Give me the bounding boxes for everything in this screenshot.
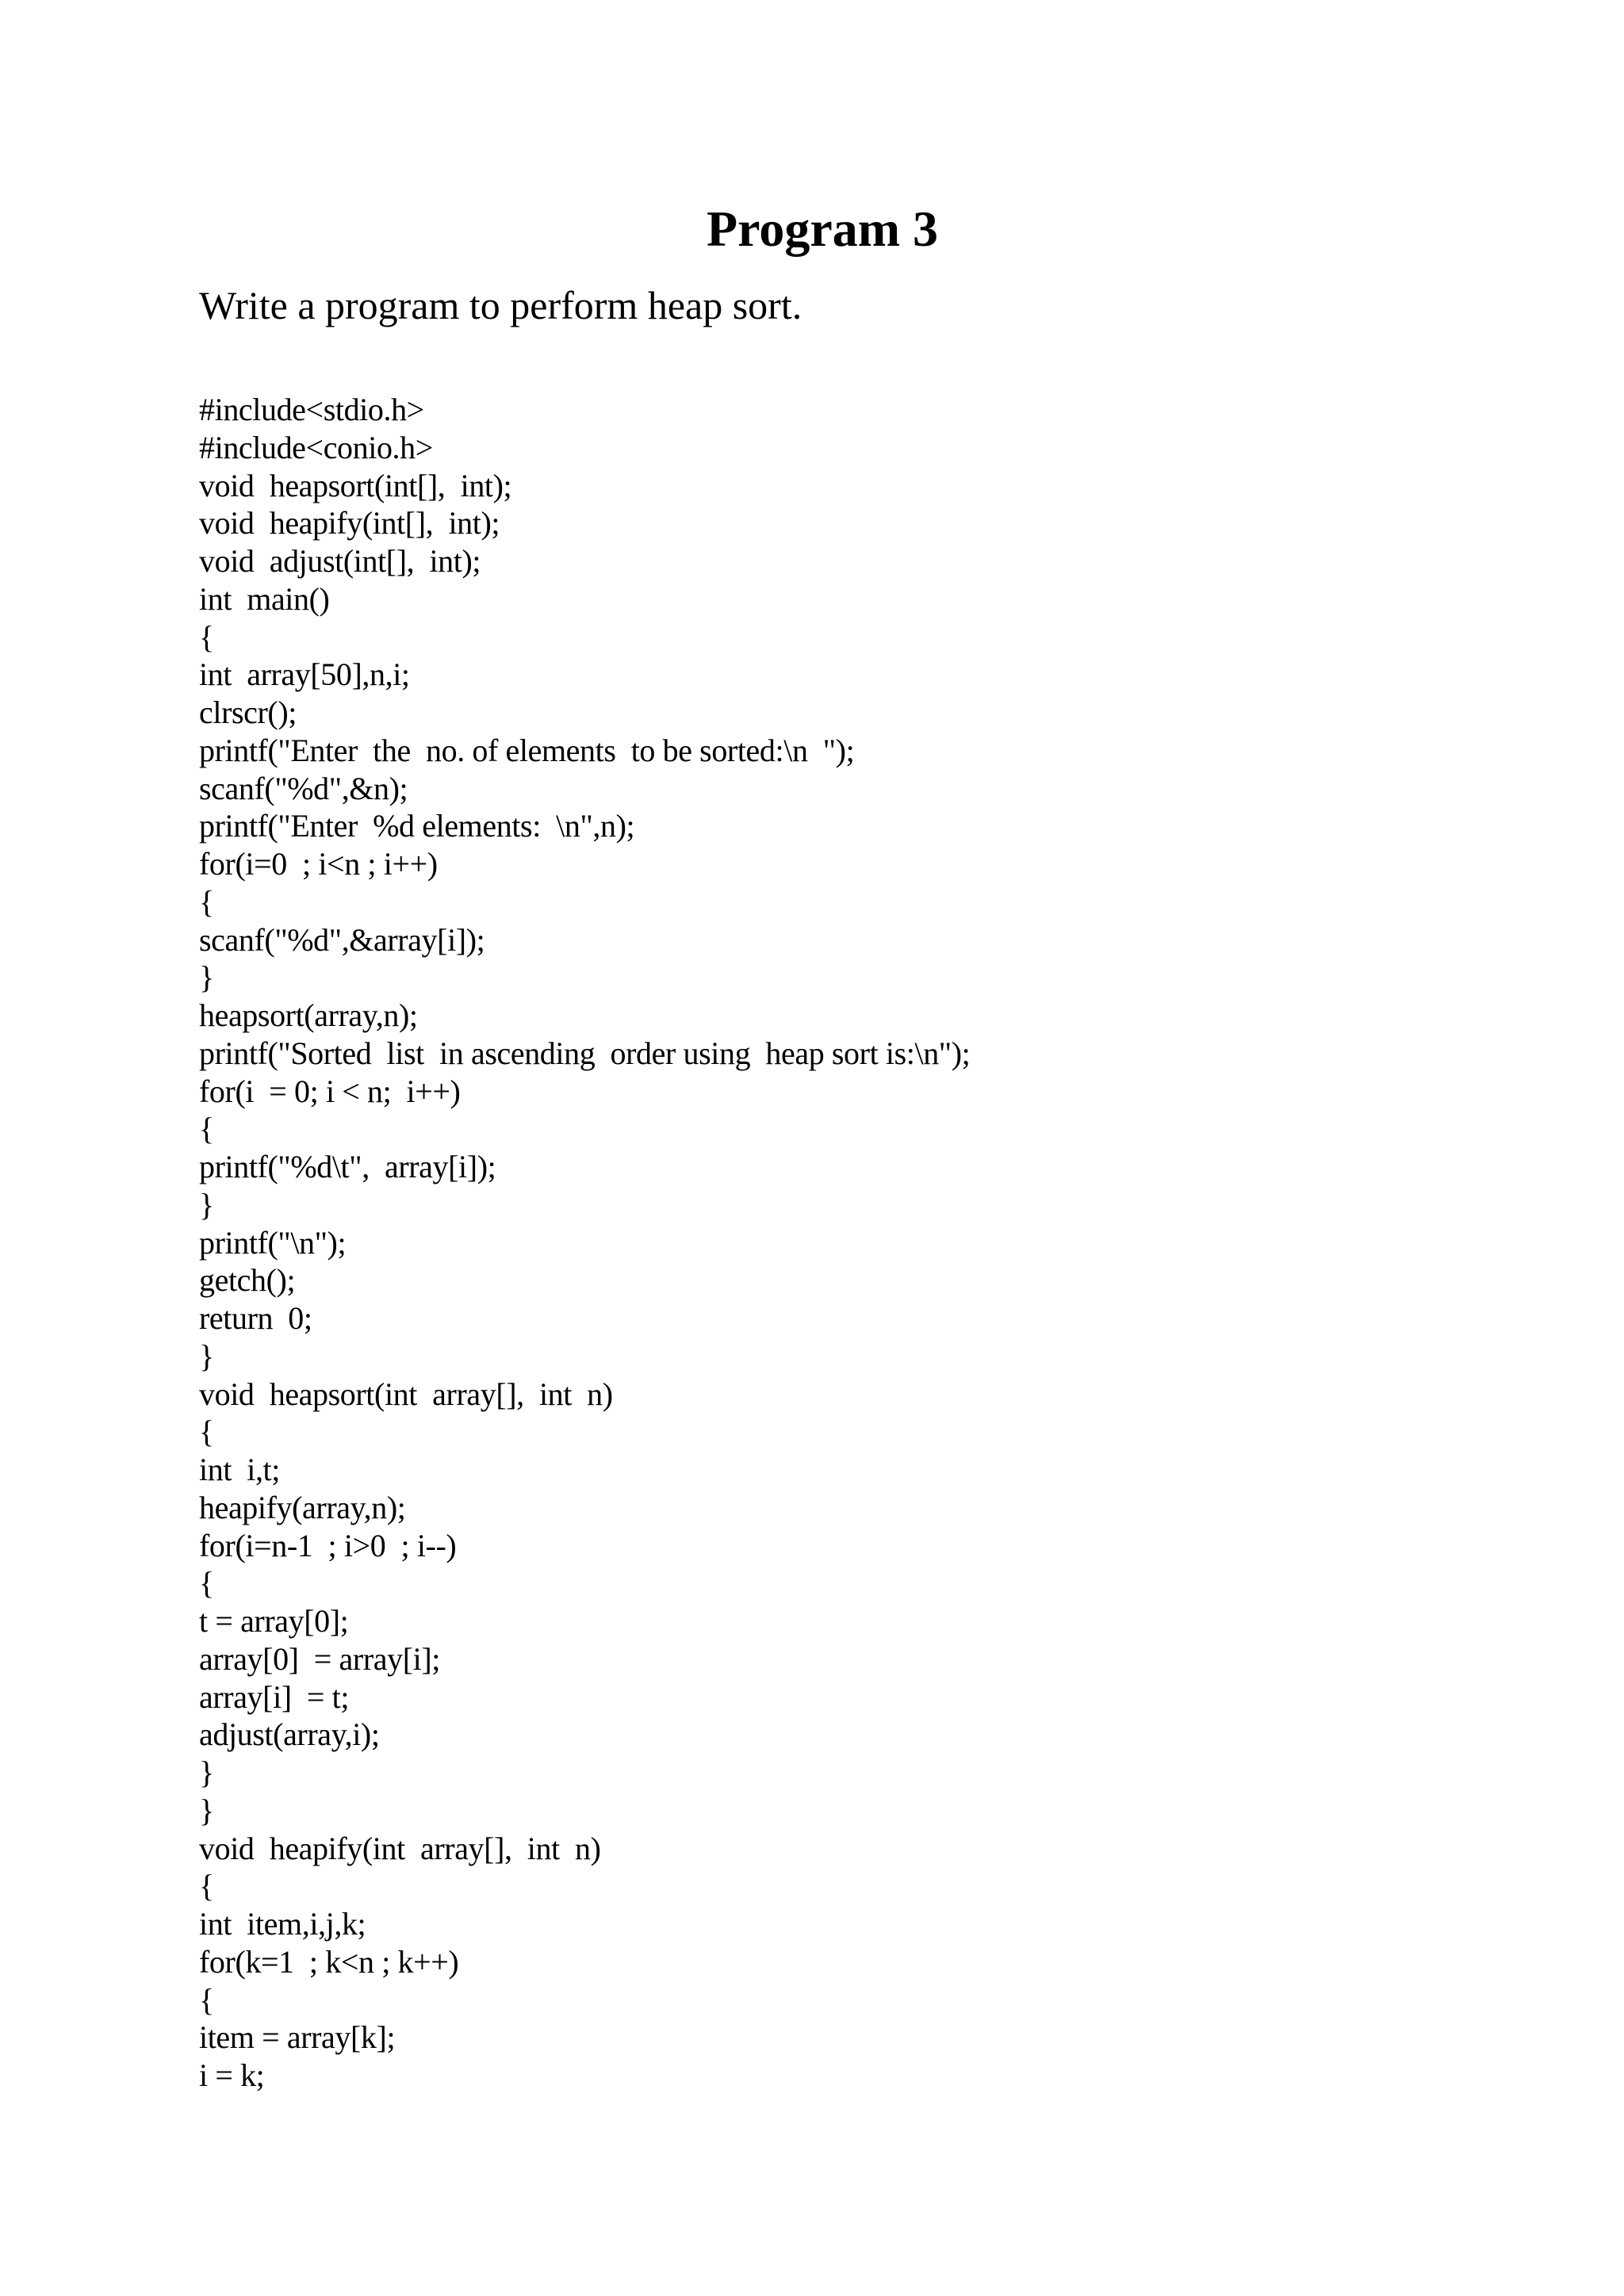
- code-line: for(i=n-1 ; i>0 ; i--): [199, 1527, 457, 1563]
- code-line: {: [199, 883, 214, 920]
- code-line: printf("\n");: [199, 1224, 347, 1261]
- code-line: void heapsort(int array[], int n): [199, 1376, 613, 1412]
- code-line: {: [199, 1414, 214, 1450]
- code-line: scanf("%d",&array[i]);: [199, 921, 485, 958]
- code-line: printf("Enter %d elements: \n",n);: [199, 808, 635, 844]
- code-line: #include<stdio.h>: [199, 392, 424, 427]
- code-line: for(k=1 ; k<n ; k++): [199, 1943, 459, 1980]
- code-line: int i,t;: [199, 1452, 280, 1487]
- code-line: }: [199, 1337, 214, 1374]
- code-line: }: [199, 1186, 214, 1223]
- page-subtitle: Write a program to perform heap sort.: [199, 283, 802, 327]
- code-line: return 0;: [199, 1300, 312, 1336]
- code-line: int array[50],n,i;: [199, 656, 410, 693]
- code-line: for(i = 0; i < n; i++): [199, 1073, 461, 1109]
- code-line: {: [199, 1565, 214, 1601]
- code-line: void heapsort(int[], int);: [199, 467, 512, 503]
- code-listing: [199, 391, 970, 2095]
- code-line: array[0] = array[i];: [199, 1640, 440, 1677]
- code-line: array[i] = t;: [199, 1678, 350, 1715]
- code-line: {: [199, 1111, 214, 1147]
- code-line: heapify(array,n);: [199, 1489, 406, 1525]
- code-line: }: [199, 1755, 214, 1790]
- code-line: clrscr();: [199, 695, 297, 730]
- code-line: int main(): [199, 580, 330, 617]
- code-line: void adjust(int[], int);: [199, 543, 481, 579]
- code-line: printf("Enter the no. of elements to be sorted:\n ");: [199, 732, 855, 768]
- code-line: i = k;: [199, 2057, 265, 2093]
- code-line: void heapify(int[], int);: [199, 505, 500, 541]
- code-line: for(i=0 ; i<n ; i++): [199, 846, 438, 882]
- code-line: item = array[k];: [199, 2019, 396, 2056]
- code-line: void heapify(int array[], int n): [199, 1830, 601, 1866]
- code-line: {: [199, 618, 214, 655]
- code-line: printf("%d\t", array[i]);: [199, 1149, 496, 1184]
- page-title: Program 3: [706, 201, 939, 257]
- code-line: getch();: [199, 1262, 296, 1299]
- code-line: int item,i,j,k;: [199, 1906, 366, 1942]
- code-line: #include<conio.h>: [199, 429, 433, 465]
- code-line: heapsort(array,n);: [199, 997, 418, 1033]
- code-line: }: [199, 959, 214, 996]
- code-line: {: [199, 1981, 214, 2018]
- code-line: t = array[0];: [199, 1603, 349, 1639]
- code-line: printf("Sorted list in ascending order using heap sort is:\n");: [199, 1035, 971, 1071]
- code-line: }: [199, 1792, 214, 1828]
- code-line: {: [199, 1868, 214, 1904]
- code-line: adjust(array,i);: [199, 1716, 380, 1753]
- code-line: scanf("%d",&n);: [199, 770, 408, 806]
